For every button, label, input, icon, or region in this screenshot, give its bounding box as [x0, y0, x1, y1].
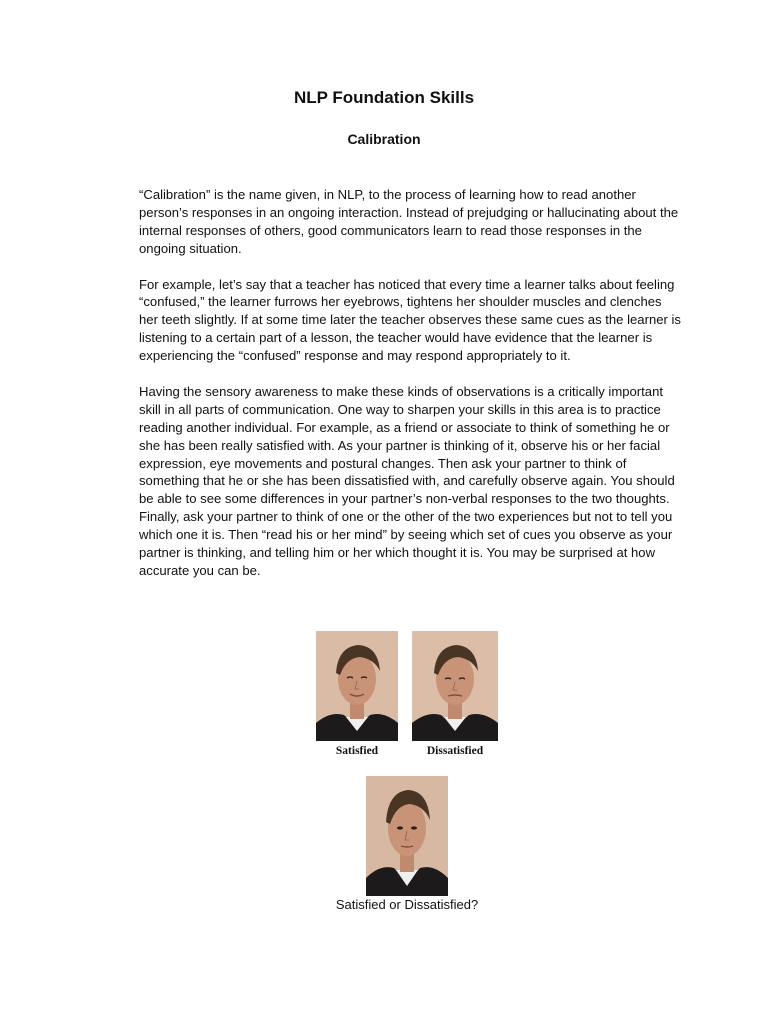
photo-dissatisfied	[412, 631, 498, 741]
document-title: NLP Foundation Skills	[293, 88, 475, 107]
face-question-image	[366, 776, 448, 896]
face-satisfied-image	[316, 631, 398, 741]
face-dissatisfied-image	[412, 631, 498, 741]
caption-dissatisfied: Dissatisfied	[426, 745, 484, 757]
caption-satisfied: Satisfied	[335, 745, 379, 757]
photo-satisfied	[316, 631, 398, 741]
section-subtitle: Calibration	[347, 131, 421, 147]
paragraph-2: For example, let’s say that a teacher has noticed that every time a learner talks about feeling “confused,” the learner furrows her eyebrows, tightens her shoulder muscles and clenches her teeth slightly. If at some time later the teacher observes these same cues as the learner is listening to a certain part of a lesson, the teacher would have evidence that the learner is experiencing the “confused” response and may respond appropriately to it.	[139, 276, 681, 364]
paragraph-3: Having the sensory awareness to make these kinds of observations is a critically important skill in all parts of communication. One way to sharpen your skills in this area is to practice reading another individual. For example, as a friend or associate to think of something he or she has been really satisfied with. As your partner is thinking of it, observe his or her facial expression, eye movements and postural changes. Then ask your partner to think of something that he or she has been dissatisfied with, and carefully observe again. You should be able to see some differences in your partner’s non-verbal responses to the two thoughts. Finally, ask your partner to think of one or the other of the two experiences but not to tell you which one it is. Then “read his or her mind” by seeing which set of cues you observe as your partner is thinking, and telling him or her which thought it is. You may be surprised at how accurate you can be.	[139, 383, 675, 578]
body-text	[139, 186, 684, 598]
photo-question	[366, 776, 448, 896]
caption-question: Satisfied or Dissatisfied?	[335, 897, 479, 912]
paragraph-1: “Calibration” is the name given, in NLP, to the process of learning how to read another person’s responses in an ongoing interaction. Instead of prejudging or hallucinating about the internal responses of others, good communicators learn to read those responses in the ongoing situation.	[139, 187, 679, 256]
